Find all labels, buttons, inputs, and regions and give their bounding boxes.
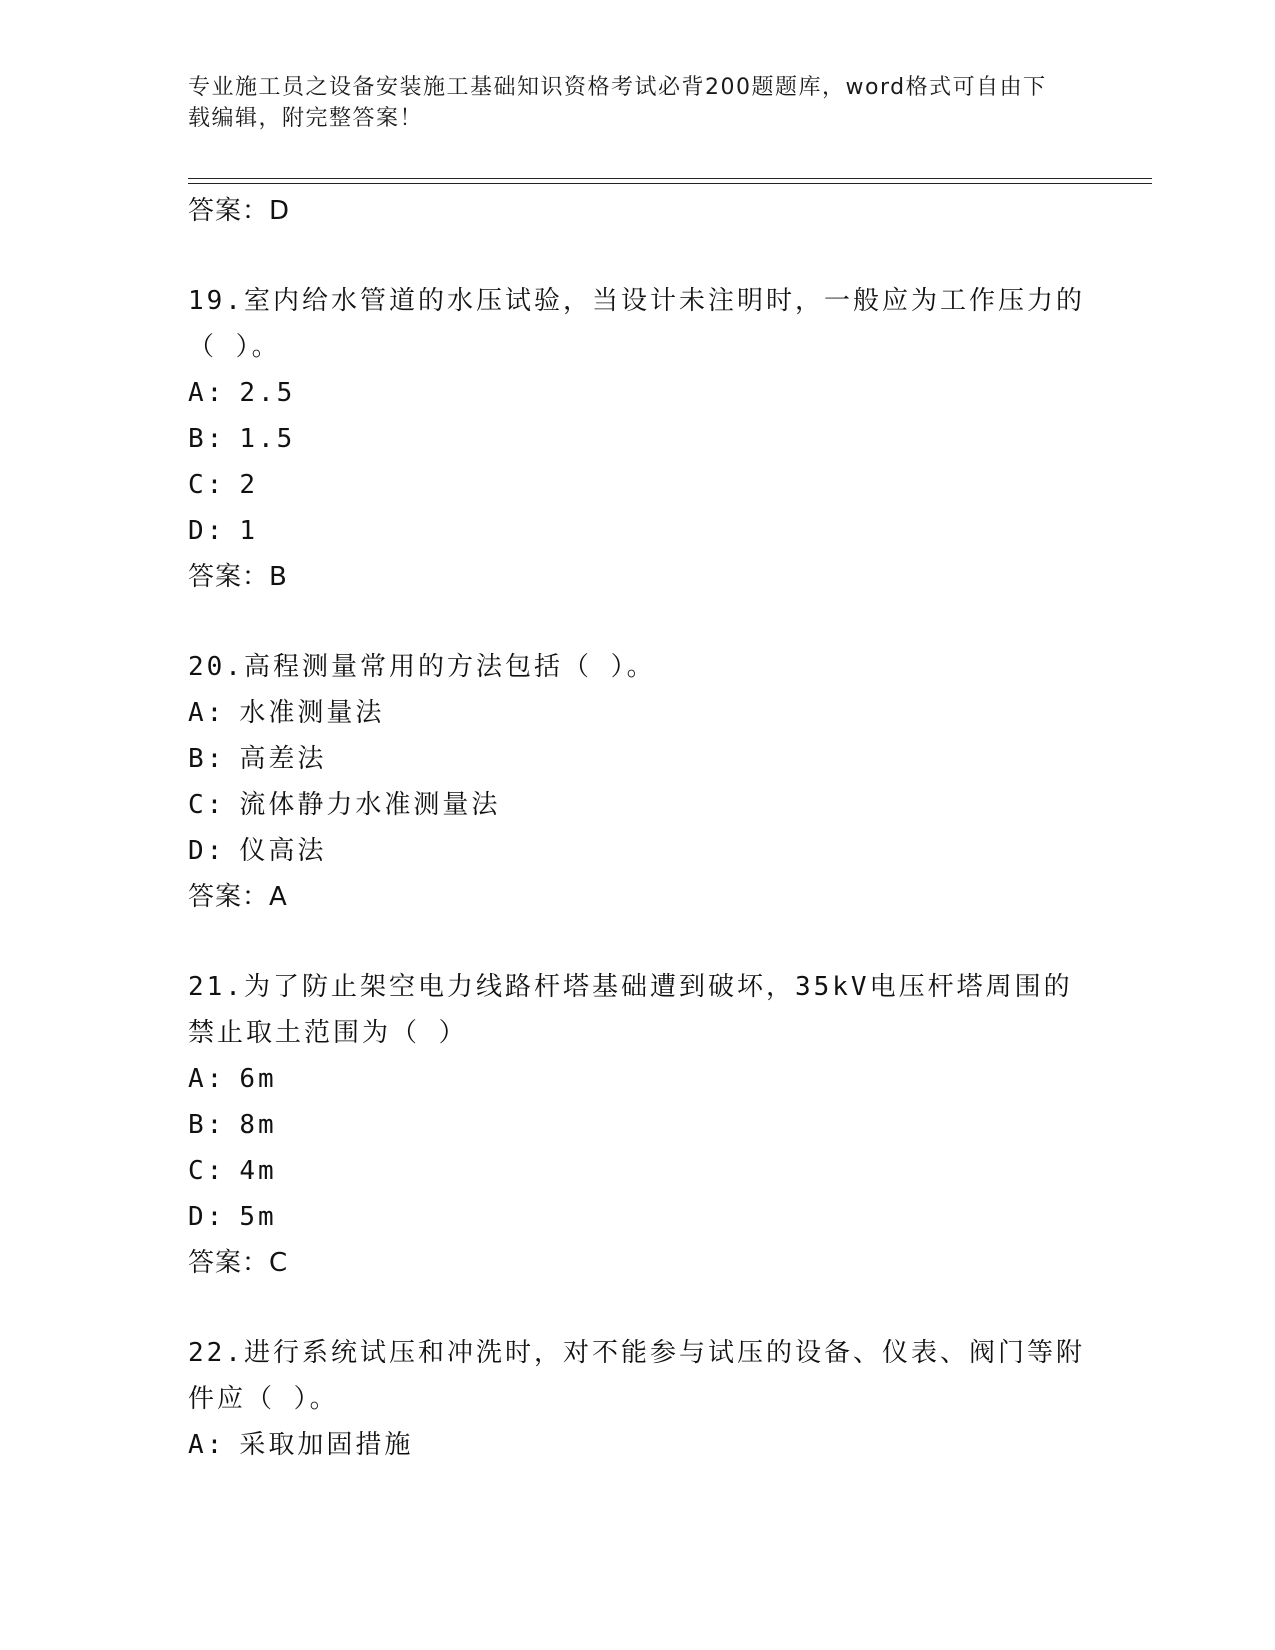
option-b — [188, 416, 1088, 462]
option-a — [188, 1056, 1088, 1102]
option-label: D: — [188, 1202, 226, 1232]
option-label: A: — [188, 698, 226, 728]
answer-line: 答案：B — [188, 562, 288, 592]
option-text: 1.5 — [239, 424, 296, 454]
header-rule-top — [188, 178, 1152, 179]
option-text: 1 — [239, 516, 258, 546]
option-a — [188, 690, 1088, 736]
question-text: 22.进行系统试压和冲洗时，对不能参与试压的设备、仪表、阀门等附件应（ ）。 — [188, 1338, 1085, 1414]
option-c — [188, 462, 1088, 508]
option-c — [188, 782, 1088, 828]
option-d — [188, 508, 1088, 554]
option-label: D: — [188, 516, 226, 546]
option-a — [188, 370, 1088, 416]
document-body — [188, 188, 1088, 1468]
option-label: C: — [188, 790, 226, 820]
option-text: 8m — [239, 1110, 277, 1140]
option-label: A: — [188, 1430, 226, 1460]
option-label: B: — [188, 1110, 226, 1140]
question-22 — [188, 1330, 1088, 1468]
option-label: B: — [188, 744, 226, 774]
option-a — [188, 1422, 1088, 1468]
option-text: 高差法 — [239, 744, 327, 774]
question-text: 21.为了防止架空电力线路杆塔基础遭到破坏，35kV电压杆塔周围的禁止取土范围为（ ） — [188, 972, 1073, 1048]
option-text: 6m — [239, 1064, 277, 1094]
header-rule-bottom — [188, 183, 1152, 184]
option-text: 5m — [239, 1202, 277, 1232]
option-label: D: — [188, 836, 226, 866]
option-text: 2 — [239, 470, 258, 500]
option-c — [188, 1148, 1088, 1194]
question-21 — [188, 964, 1088, 1286]
option-d — [188, 1194, 1088, 1240]
answer-line: 答案：A — [188, 882, 288, 912]
option-text: 流体静力水准测量法 — [239, 790, 501, 820]
option-label: C: — [188, 1156, 226, 1186]
option-text: 4m — [239, 1156, 277, 1186]
option-label: A: — [188, 378, 226, 408]
question-19 — [188, 278, 1088, 600]
option-text: 采取加固措施 — [239, 1430, 414, 1460]
question-text: 20.高程测量常用的方法包括（ ）。 — [188, 652, 656, 682]
question-20 — [188, 644, 1088, 920]
question-text: 19.室内给水管道的水压试验，当设计未注明时，一般应为工作压力的（ ）。 — [188, 286, 1085, 362]
answer-line: 答案：D — [188, 196, 291, 226]
document-header: 专业施工员之设备安装施工基础知识资格考试必背200题题库，word格式可自由下载编辑，附完整答案！ — [188, 75, 1047, 131]
option-d — [188, 828, 1088, 874]
option-text: 水准测量法 — [239, 698, 385, 728]
option-label: C: — [188, 470, 226, 500]
answer-line: 答案：C — [188, 1248, 289, 1278]
option-b — [188, 736, 1088, 782]
option-label: B: — [188, 424, 226, 454]
option-label: A: — [188, 1064, 226, 1094]
option-b — [188, 1102, 1088, 1148]
option-text: 2.5 — [239, 378, 296, 408]
option-text: 仪高法 — [239, 836, 327, 866]
